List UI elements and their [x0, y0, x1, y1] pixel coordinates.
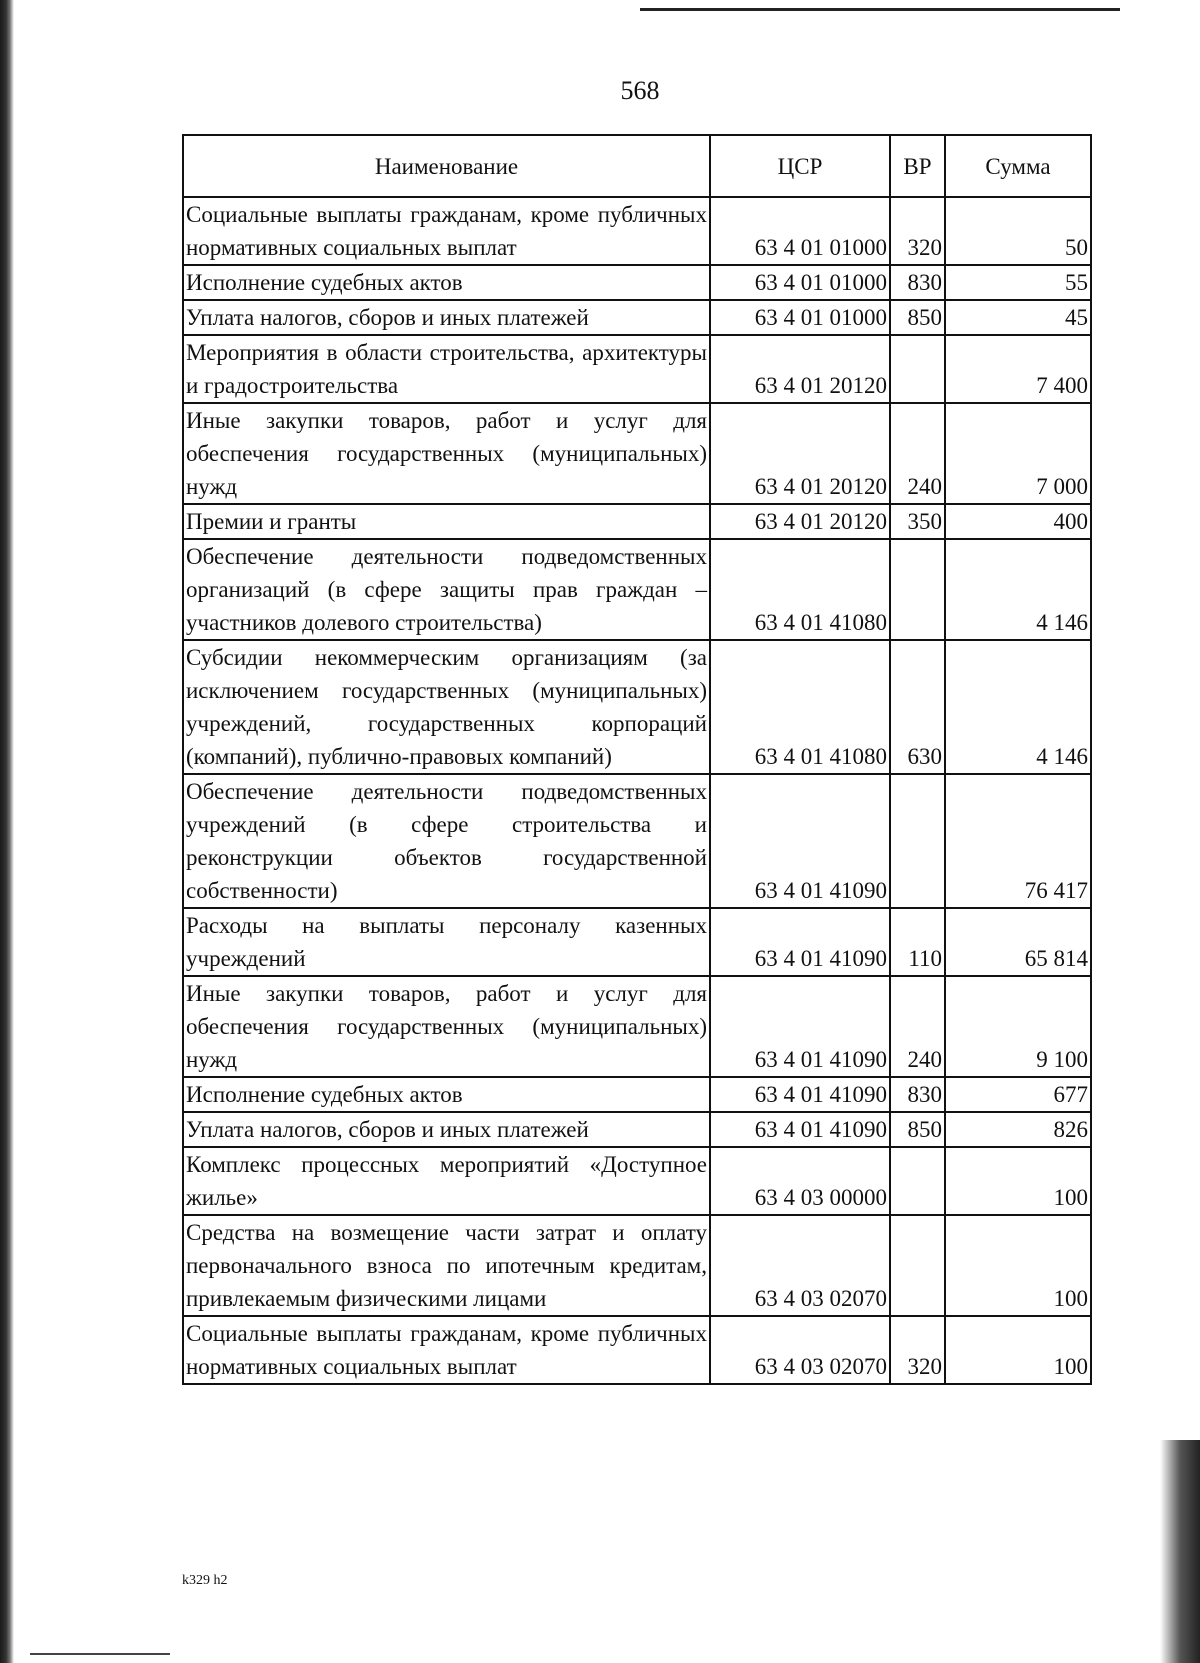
- cell-vr: 240: [890, 976, 945, 1077]
- cell-vr: 830: [890, 265, 945, 300]
- cell-name: Мероприятия в области строительства, архитектуры и градостроительства: [183, 335, 710, 403]
- cell-sum: 45: [945, 300, 1091, 335]
- budget-table: [182, 134, 1092, 1385]
- table-row: [183, 1112, 1091, 1147]
- cell-vr: 830: [890, 1077, 945, 1112]
- cell-vr: 240: [890, 403, 945, 504]
- cell-sum: 4 146: [945, 539, 1091, 640]
- cell-csr: 63 4 01 01000: [710, 300, 890, 335]
- cell-name: Средства на возмещение части затрат и оплату первоначального взноса по ипотечным кредитам, привлекаемым физическими лицами: [183, 1215, 710, 1316]
- cell-vr: [890, 335, 945, 403]
- cell-sum: 4 146: [945, 640, 1091, 774]
- cell-vr: 350: [890, 504, 945, 539]
- cell-name: Премии и гранты: [183, 504, 710, 539]
- table-row: [183, 300, 1091, 335]
- header-csr: ЦСР: [710, 135, 890, 197]
- cell-sum: 826: [945, 1112, 1091, 1147]
- cell-sum: 55: [945, 265, 1091, 300]
- cell-csr: 63 4 01 20120: [710, 403, 890, 504]
- cell-csr: 63 4 01 41090: [710, 976, 890, 1077]
- cell-sum: 7 400: [945, 335, 1091, 403]
- cell-csr: 63 4 01 41090: [710, 774, 890, 908]
- table-row: [183, 197, 1091, 265]
- cell-name: Субсидии некоммерческим организациям (за исключением государственных (муниципальных) учреждений, государственных корпораций (компаний), публично-правовых компаний): [183, 640, 710, 774]
- cell-csr: 63 4 03 00000: [710, 1147, 890, 1215]
- cell-csr: 63 4 01 20120: [710, 335, 890, 403]
- table-row: [183, 774, 1091, 908]
- cell-name: Иные закупки товаров, работ и услуг для обеспечения государственных (муниципальных) нужд: [183, 403, 710, 504]
- cell-sum: 65 814: [945, 908, 1091, 976]
- cell-csr: 63 4 01 01000: [710, 197, 890, 265]
- table-body: [183, 197, 1091, 1384]
- cell-name: Социальные выплаты гражданам, кроме публичных нормативных социальных выплат: [183, 197, 710, 265]
- cell-sum: 400: [945, 504, 1091, 539]
- table-row: [183, 1316, 1091, 1384]
- cell-vr: [890, 774, 945, 908]
- cell-sum: 9 100: [945, 976, 1091, 1077]
- cell-name: Расходы на выплаты персоналу казенных учреждений: [183, 908, 710, 976]
- cell-name: Комплекс процессных мероприятий «Доступное жилье»: [183, 1147, 710, 1215]
- cell-csr: 63 4 03 02070: [710, 1215, 890, 1316]
- table-row: [183, 976, 1091, 1077]
- cell-name: Исполнение судебных актов: [183, 1077, 710, 1112]
- cell-sum: 100: [945, 1215, 1091, 1316]
- cell-vr: 320: [890, 197, 945, 265]
- cell-vr: [890, 539, 945, 640]
- cell-name: Обеспечение деятельности подведомственных организаций (в сфере защиты прав граждан – участников долевого строительства): [183, 539, 710, 640]
- cell-vr: 630: [890, 640, 945, 774]
- table-row: [183, 1077, 1091, 1112]
- cell-vr: 110: [890, 908, 945, 976]
- cell-name: Социальные выплаты гражданам, кроме публичных нормативных социальных выплат: [183, 1316, 710, 1384]
- cell-vr: 320: [890, 1316, 945, 1384]
- scan-edge-top: [640, 8, 1120, 11]
- cell-vr: 850: [890, 300, 945, 335]
- cell-name: Уплата налогов, сборов и иных платежей: [183, 300, 710, 335]
- footer-code: k329 h2: [182, 1573, 228, 1588]
- cell-sum: 50: [945, 197, 1091, 265]
- header-sum: Сумма: [945, 135, 1091, 197]
- header-name: Наименование: [183, 135, 710, 197]
- cell-csr: 63 4 01 20120: [710, 504, 890, 539]
- table-row: [183, 504, 1091, 539]
- scan-edge-right: [1160, 1440, 1200, 1663]
- scan-edge-left: [0, 0, 14, 1663]
- table-row: [183, 908, 1091, 976]
- table-row: [183, 640, 1091, 774]
- cell-sum: 100: [945, 1147, 1091, 1215]
- header-vr: ВР: [890, 135, 945, 197]
- cell-name: Уплата налогов, сборов и иных платежей: [183, 1112, 710, 1147]
- cell-csr: 63 4 01 41090: [710, 1112, 890, 1147]
- cell-csr: 63 4 01 41090: [710, 908, 890, 976]
- table-row: [183, 539, 1091, 640]
- cell-sum: 76 417: [945, 774, 1091, 908]
- cell-vr: 850: [890, 1112, 945, 1147]
- cell-name: Исполнение судебных актов: [183, 265, 710, 300]
- cell-name: Обеспечение деятельности подведомственных учреждений (в сфере строительства и реконструкции объектов государственной собственности): [183, 774, 710, 908]
- cell-csr: 63 4 01 41080: [710, 640, 890, 774]
- cell-vr: [890, 1215, 945, 1316]
- cell-vr: [890, 1147, 945, 1215]
- cell-sum: 7 000: [945, 403, 1091, 504]
- scan-edge-bottom: [30, 1653, 170, 1655]
- table-row: [183, 1215, 1091, 1316]
- table-header: [183, 135, 1091, 197]
- cell-sum: 100: [945, 1316, 1091, 1384]
- cell-csr: 63 4 01 41090: [710, 1077, 890, 1112]
- table-row: [183, 335, 1091, 403]
- table-row: [183, 1147, 1091, 1215]
- table-row: [183, 265, 1091, 300]
- header-row: [183, 135, 1091, 197]
- cell-csr: 63 4 03 02070: [710, 1316, 890, 1384]
- cell-sum: 677: [945, 1077, 1091, 1112]
- cell-csr: 63 4 01 41080: [710, 539, 890, 640]
- cell-csr: 63 4 01 01000: [710, 265, 890, 300]
- page-number: 568: [620, 76, 660, 105]
- cell-name: Иные закупки товаров, работ и услуг для обеспечения государственных (муниципальных) нужд: [183, 976, 710, 1077]
- table-row: [183, 403, 1091, 504]
